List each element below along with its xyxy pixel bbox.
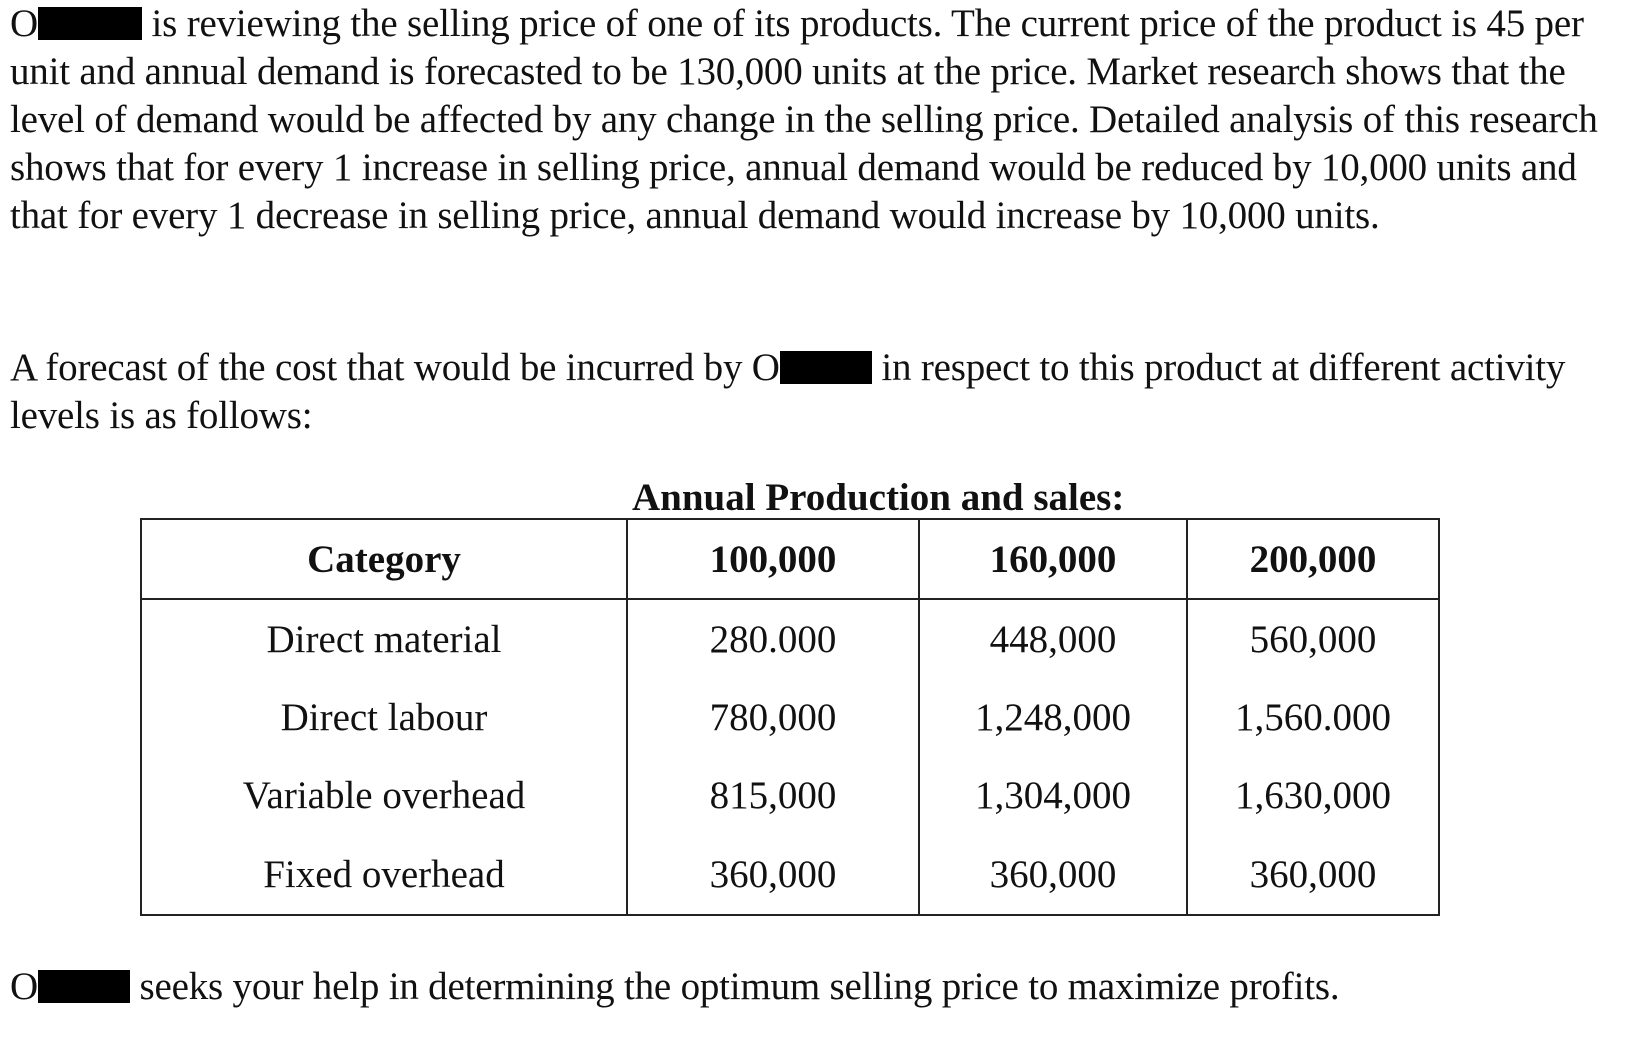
table-cell: 360,000 xyxy=(919,834,1187,915)
redaction-bar xyxy=(38,7,142,40)
company-initial: O xyxy=(10,2,38,45)
column-header-level-3: 200,000 xyxy=(1187,519,1439,599)
table-cell: 1,304,000 xyxy=(919,756,1187,834)
table-row xyxy=(141,834,1439,915)
table-caption: Annual Production and sales: xyxy=(632,476,1125,519)
table-cell: 1,630,000 xyxy=(1187,756,1439,834)
column-header-level-1: 100,000 xyxy=(627,519,919,599)
table-cell: 560,000 xyxy=(1187,599,1439,678)
table-cell: 780,000 xyxy=(627,678,919,756)
cost-table xyxy=(140,518,1440,916)
table-cell: 1,560.000 xyxy=(1187,678,1439,756)
closing-text: seeks your help in determining the optimum selling price to maximize profits. xyxy=(139,965,1340,1008)
redaction-bar xyxy=(780,351,872,384)
table-row xyxy=(141,599,1439,678)
column-header-category: Category xyxy=(141,519,627,599)
redaction-bar xyxy=(38,970,130,1003)
table-cell: 815,000 xyxy=(627,756,919,834)
column-header-level-2: 160,000 xyxy=(919,519,1187,599)
forecast-text-end: in respect to this product at different activity levels is as follows: xyxy=(10,346,1566,437)
row-label: Direct labour xyxy=(141,678,627,756)
table-header-row xyxy=(141,519,1439,599)
table-cell: 280.000 xyxy=(627,599,919,678)
row-label: Direct material xyxy=(141,599,627,678)
table-row xyxy=(141,756,1439,834)
intro-paragraph xyxy=(10,0,1622,240)
company-initial: O xyxy=(10,965,38,1008)
intro-text: is reviewing the selling price of one of its products. The current price of the product is 45 per unit and annual demand is forecasted to be 130,000 units at the price. Market research shows that the level of demand would be affected by any change in the selling price. Detailed analysis of this research shows that for every 1 increase in selling price, annual demand would be reduced by 10,000 units and that for every 1 decrease in selling price, annual demand would increase by 10,000 units. xyxy=(10,2,1598,237)
table-cell: 360,000 xyxy=(1187,834,1439,915)
row-label: Fixed overhead xyxy=(141,834,627,915)
row-label: Variable overhead xyxy=(141,756,627,834)
cost-forecast-paragraph xyxy=(10,344,1622,440)
closing-paragraph xyxy=(10,963,1622,1011)
table-row xyxy=(141,678,1439,756)
forecast-text-start: A forecast of the cost that would be incurred by O xyxy=(10,346,780,389)
table-cell: 1,248,000 xyxy=(919,678,1187,756)
table-cell: 448,000 xyxy=(919,599,1187,678)
table-cell: 360,000 xyxy=(627,834,919,915)
